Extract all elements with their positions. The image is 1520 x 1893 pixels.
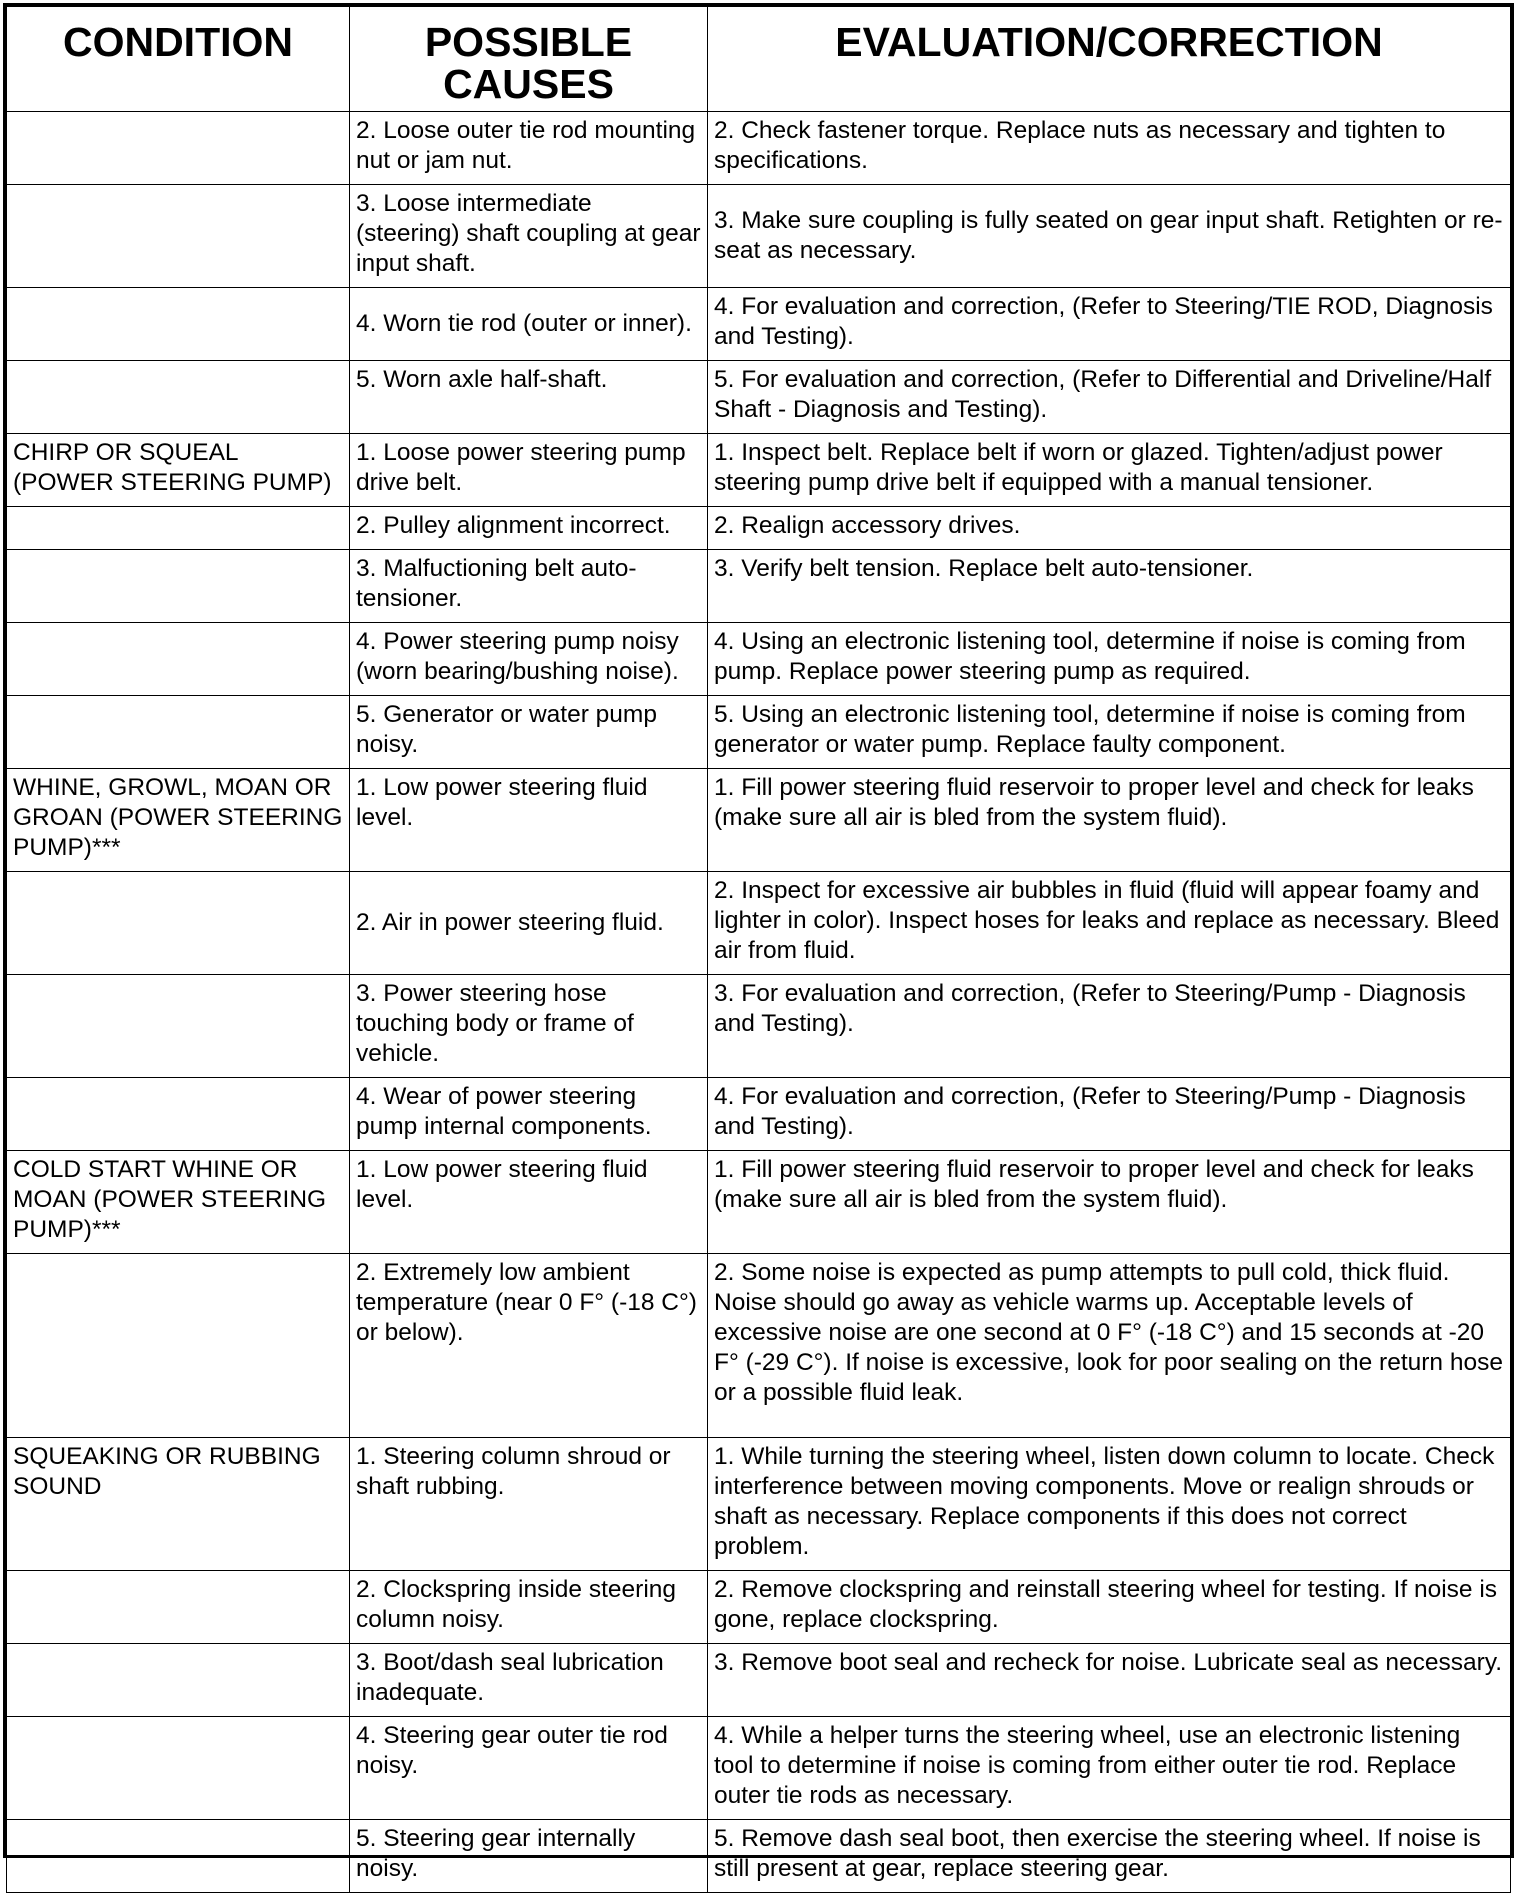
correction-cell: 3. For evaluation and correction, (Refer to Steering/Pump - Diagnosis and Testing). [708,975,1511,1078]
condition-cell: SQUEAKING OR RUBBING SOUND [7,1438,350,1571]
condition-cell [7,696,350,769]
cause-cell: 2. Loose outer tie rod mounting nut or jam nut. [350,112,708,185]
cause-cell: 4. Steering gear outer tie rod noisy. [350,1717,708,1820]
table-row [7,550,1511,623]
correction-cell: 2. Some noise is expected as pump attempts to pull cold, thick fluid. Noise should go away as vehicle warms up. Acceptable levels of excessive noise are one second at 0 F° (-18 C°) and 15 seconds at -20 F° (-29 C°). If noise is excessive, look for poor sealing on the return hose or a possible fluid leak. [708,1254,1511,1438]
table-row [7,1078,1511,1151]
correction-cell: 5. Remove dash seal boot, then exercise the steering wheel. If noise is still present at gear, replace steering gear. [708,1820,1511,1893]
table-row [7,434,1511,507]
condition-cell [7,872,350,975]
condition-cell [7,623,350,696]
cause-cell: 4. Wear of power steering pump internal components. [350,1078,708,1151]
cause-cell: 3. Boot/dash seal lubrication inadequate. [350,1644,708,1717]
condition-cell: CHIRP OR SQUEAL (POWER STEERING PUMP) [7,434,350,507]
table-row [7,112,1511,185]
cause-cell: 2. Pulley alignment incorrect. [350,507,708,550]
condition-cell [7,507,350,550]
table-row [7,1717,1511,1820]
correction-cell: 5. For evaluation and correction, (Refer to Differential and Driveline/Half Shaft - Diagnosis and Testing). [708,361,1511,434]
table-row [7,872,1511,975]
table-row [7,1644,1511,1717]
correction-cell: 4. Using an electronic listening tool, determine if noise is coming from pump. Replace power steering pump as required. [708,623,1511,696]
correction-cell: 2. Realign accessory drives. [708,507,1511,550]
table-row [7,696,1511,769]
correction-cell: 4. While a helper turns the steering wheel, use an electronic listening tool to determine if noise is coming from either outer tie rod. Replace outer tie rods as necessary. [708,1717,1511,1820]
condition-cell [7,1571,350,1644]
table-row [7,1438,1511,1571]
cause-cell: 5. Worn axle half-shaft. [350,361,708,434]
correction-cell: 3. Verify belt tension. Replace belt auto-tensioner. [708,550,1511,623]
diagnosis-table-frame [3,3,1514,1882]
correction-cell: 4. For evaluation and correction, (Refer to Steering/Pump - Diagnosis and Testing). [708,1078,1511,1151]
table-row [7,769,1511,872]
cause-cell: 3. Loose intermediate (steering) shaft coupling at gear input shaft. [350,185,708,288]
condition-cell [7,112,350,185]
table-header-row [7,7,1511,112]
cause-cell: 2. Extremely low ambient temperature (near 0 F° (-18 C°) or below). [350,1254,708,1438]
header-possible-causes: POSSIBLE CAUSES [350,7,708,112]
cause-cell: 1. Low power steering fluid level. [350,1151,708,1254]
condition-cell [7,1820,350,1893]
table-row [7,975,1511,1078]
correction-cell: 5. Using an electronic listening tool, determine if noise is coming from generator or water pump. Replace faulty component. [708,696,1511,769]
condition-cell [7,975,350,1078]
correction-cell: 2. Remove clockspring and reinstall steering wheel for testing. If noise is gone, replace clockspring. [708,1571,1511,1644]
condition-cell: COLD START WHINE OR MOAN (POWER STEERING PUMP)*** [7,1151,350,1254]
cause-cell: 3. Power steering hose touching body or frame of vehicle. [350,975,708,1078]
cause-cell: 3. Malfuctioning belt auto-tensioner. [350,550,708,623]
correction-cell: 3. Make sure coupling is fully seated on gear input shaft. Retighten or re-seat as necessary. [708,185,1511,288]
correction-cell: 4. For evaluation and correction, (Refer to Steering/TIE ROD, Diagnosis and Testing). [708,288,1511,361]
correction-cell: 1. Inspect belt. Replace belt if worn or glazed. Tighten/adjust power steering pump drive belt if equipped with a manual tensioner. [708,434,1511,507]
condition-cell [7,1254,350,1438]
cause-cell: 2. Air in power steering fluid. [350,872,708,975]
correction-cell: 2. Check fastener torque. Replace nuts as necessary and tighten to specifications. [708,112,1511,185]
header-condition: CONDITION [7,7,350,112]
table-row [7,361,1511,434]
cause-cell: 1. Low power steering fluid level. [350,769,708,872]
diagnosis-table [6,6,1511,1893]
correction-cell: 1. Fill power steering fluid reservoir to proper level and check for leaks (make sure all air is bled from the system fluid). [708,1151,1511,1254]
cause-cell: 5. Steering gear internally noisy. [350,1820,708,1893]
correction-cell: 1. Fill power steering fluid reservoir to proper level and check for leaks (make sure all air is bled from the system fluid). [708,769,1511,872]
header-evaluation-correction: EVALUATION/CORRECTION [708,7,1511,112]
table-row [7,1151,1511,1254]
condition-cell [7,1644,350,1717]
cause-cell: 1. Steering column shroud or shaft rubbing. [350,1438,708,1571]
condition-cell [7,185,350,288]
condition-cell [7,1717,350,1820]
correction-cell: 2. Inspect for excessive air bubbles in fluid (fluid will appear foamy and lighter in color). Inspect hoses for leaks and replace as necessary. Bleed air from fluid. [708,872,1511,975]
condition-cell [7,361,350,434]
table-row [7,1571,1511,1644]
cause-cell: 1. Loose power steering pump drive belt. [350,434,708,507]
cause-cell: 4. Worn tie rod (outer or inner). [350,288,708,361]
table-row [7,288,1511,361]
correction-cell: 1. While turning the steering wheel, listen down column to locate. Check interference between moving components. Move or realign shrouds or shaft as necessary. Replace components if this does not correct problem. [708,1438,1511,1571]
cause-cell: 2. Clockspring inside steering column noisy. [350,1571,708,1644]
condition-cell: WHINE, GROWL, MOAN OR GROAN (POWER STEERING PUMP)*** [7,769,350,872]
table-row [7,1254,1511,1438]
condition-cell [7,550,350,623]
table-row [7,185,1511,288]
correction-cell: 3. Remove boot seal and recheck for noise. Lubricate seal as necessary. [708,1644,1511,1717]
table-row [7,507,1511,550]
table-row [7,1820,1511,1893]
condition-cell [7,1078,350,1151]
table-row [7,623,1511,696]
cause-cell: 5. Generator or water pump noisy. [350,696,708,769]
condition-cell [7,288,350,361]
cause-cell: 4. Power steering pump noisy (worn bearing/bushing noise). [350,623,708,696]
